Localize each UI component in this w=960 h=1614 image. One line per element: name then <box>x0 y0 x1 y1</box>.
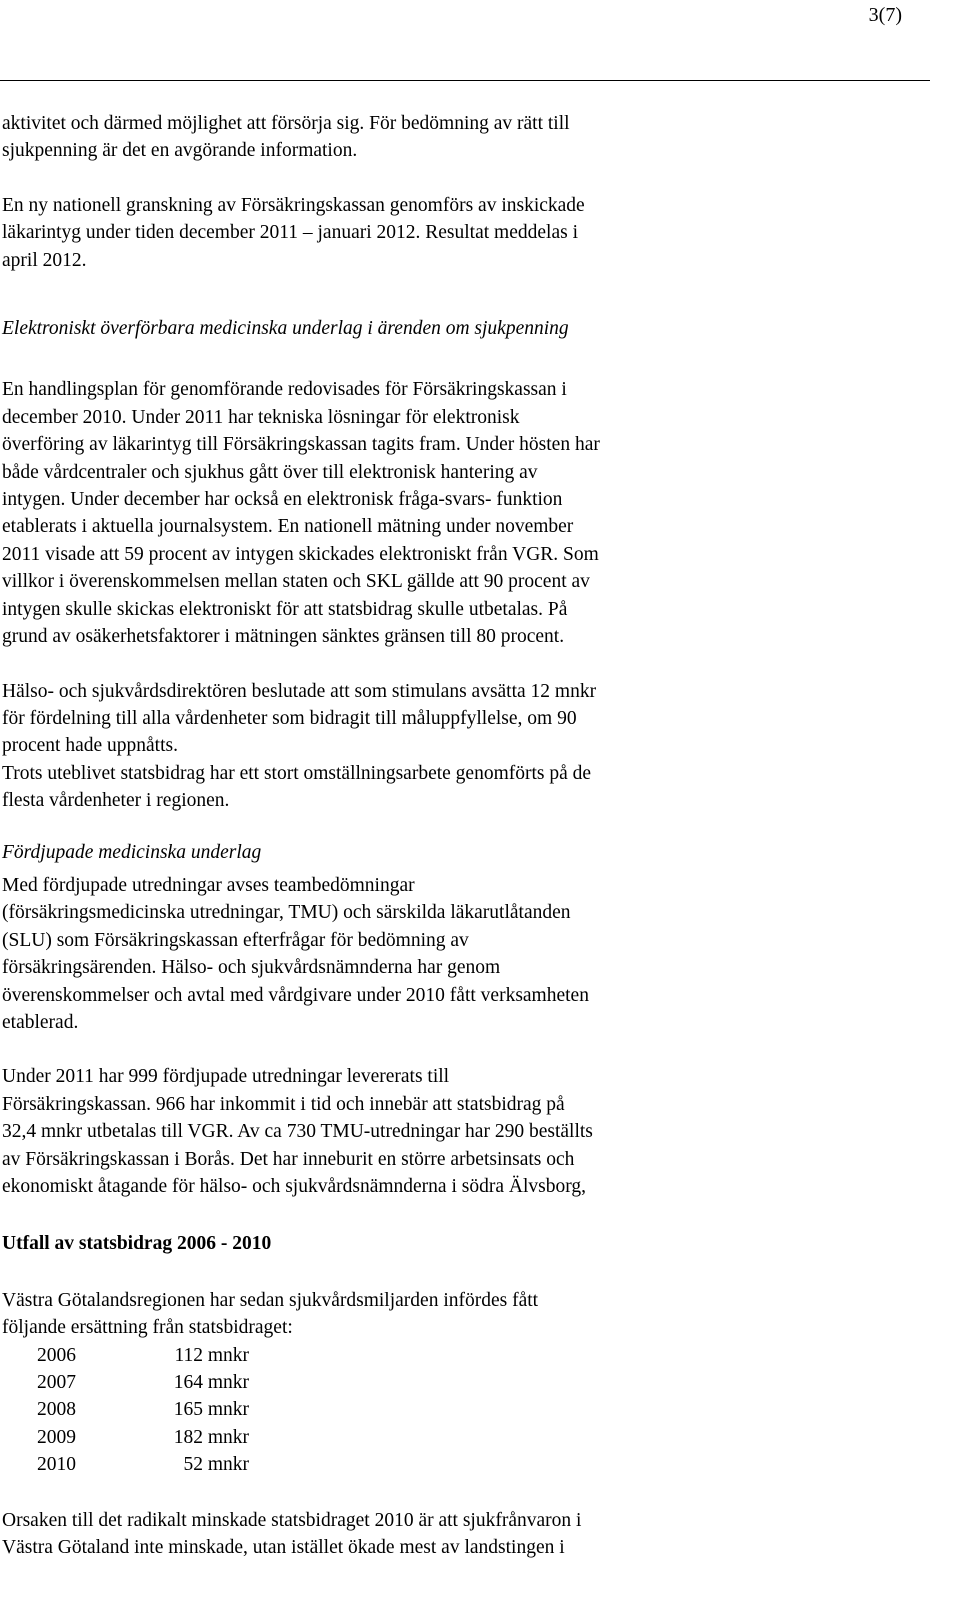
table-row <box>37 1342 285 1369</box>
text-line: december 2010. Under 2011 har tekniska lösningar för elektronisk <box>2 406 520 428</box>
intro-paragraph <box>2 110 930 165</box>
amount-unit: mnkr <box>207 1344 250 1366</box>
year-cell: 2009 <box>37 1426 76 1448</box>
deepened-paragraph <box>2 872 930 1036</box>
amount-value: 52 <box>183 1454 203 1476</box>
amount-value: 164 <box>173 1372 203 1394</box>
section-heading-electronic: Elektroniskt överförbara medicinska underlag i ärenden om sjukpenning <box>2 318 569 340</box>
amount-value: 112 <box>174 1344 203 1366</box>
year-cell: 2006 <box>37 1344 76 1366</box>
text-line: Under 2011 har 999 fördjupade utredningar levererats till <box>2 1066 450 1088</box>
amount-unit: mnkr <box>207 1426 250 1448</box>
text-line: intygen. Under december har också en elektronisk fråga-svars- funktion <box>2 489 563 511</box>
text-line: etablerats i aktuella journalsystem. En nationell mätning under november <box>2 516 574 538</box>
page-number: 3(7) <box>868 4 902 26</box>
year-cell: 2007 <box>37 1372 76 1394</box>
amount-unit: mnkr <box>207 1454 250 1476</box>
text-line: etablerad. <box>2 1011 79 1033</box>
table-row <box>37 1451 285 1478</box>
text-line: En handlingsplan för genomförande redovisades för Försäkringskassan i <box>2 379 567 401</box>
year-cell: 2008 <box>37 1399 76 1421</box>
text-line: april 2012. <box>2 249 87 271</box>
electronic-paragraph <box>2 376 930 650</box>
text-line: 2011 visade att 59 procent av intygen skickades elektroniskt från VGR. Som <box>2 543 599 565</box>
closing-paragraph <box>2 1507 930 1562</box>
text-line: Trots uteblivet statsbidrag har ett stort omställningsarbete genomförts på de <box>2 762 592 784</box>
text-line: Västra Götaland inte minskade, utan istället ökade mest av landstingen i <box>2 1537 565 1559</box>
text-line: procent hade uppnåtts. <box>2 735 178 757</box>
text-line: följande ersättning från statsbidraget: <box>2 1317 293 1339</box>
table-row <box>37 1369 285 1396</box>
amount-unit: mnkr <box>207 1372 250 1394</box>
amount-cell <box>165 1396 285 1423</box>
text-line: intygen skulle skickas elektroniskt för att statsbidrag skulle utbetalas. På <box>2 598 568 620</box>
text-line: läkarintyg under tiden december 2011 – januari 2012. Resultat meddelas i <box>2 222 578 244</box>
amount-cell <box>165 1451 285 1478</box>
text-line: (försäkringsmedicinska utredningar, TMU) och särskilda läkarutlåtanden <box>2 902 571 924</box>
text-line: överenskommelser och avtal med vårdgivare under 2010 fått verksamheten <box>2 984 589 1006</box>
text-line: En ny nationell granskning av Försäkringskassan genomförs av inskickade <box>2 194 585 216</box>
amount-cell <box>165 1342 285 1369</box>
review-paragraph <box>2 192 930 274</box>
text-line: överföring av läkarintyg till Försäkringskassan tagits fram. Under hösten har <box>2 434 600 456</box>
table-row <box>37 1396 285 1423</box>
deliveries-paragraph <box>2 1063 930 1200</box>
text-line: Orsaken till det radikalt minskade statsbidraget 2010 är att sjukfrånvaron i <box>2 1509 582 1531</box>
year-cell: 2010 <box>37 1454 76 1476</box>
amount-unit: mnkr <box>207 1399 250 1421</box>
section-heading-deepened: Fördjupade medicinska underlag <box>2 841 262 863</box>
text-line: för fördelning till alla vårdenheter som bidragit till måluppfyllelse, om 90 <box>2 707 577 729</box>
text-line: sjukpenning är det en avgörande information. <box>2 140 358 162</box>
outcome-intro <box>2 1287 930 1342</box>
amount-cell <box>165 1369 285 1396</box>
stimulus-paragraph <box>2 678 930 815</box>
text-line: 32,4 mnkr utbetalas till VGR. Av ca 730 TMU-utredningar har 290 beställts <box>2 1121 593 1143</box>
text-line: Hälso- och sjukvårdsdirektören beslutade att som stimulans avsätta 12 mnkr <box>2 680 597 702</box>
amount-value: 165 <box>173 1399 203 1421</box>
table-row <box>37 1424 285 1451</box>
text-line: av Försäkringskassan i Borås. Det har inneburit en större arbetsinsats och <box>2 1148 575 1170</box>
text-line: Med fördjupade utredningar avses teambedömningar <box>2 874 415 896</box>
text-line: ekonomiskt åtagande för hälso- och sjukvårdsnämnderna i södra Älvsborg, <box>2 1176 586 1197</box>
text-line: (SLU) som Försäkringskassan efterfrågar för bedömning av <box>2 929 469 951</box>
text-line: Västra Götalandsregionen har sedan sjukvårdsmiljarden infördes fått <box>2 1289 539 1311</box>
grant-table <box>37 1342 285 1479</box>
text-line: grund av osäkerhetsfaktorer i mätningen sänktes gränsen till 80 procent. <box>2 626 565 648</box>
amount-value: 182 <box>173 1426 203 1448</box>
text-line: flesta vårdenheter i regionen. <box>2 790 230 812</box>
text-line: villkor i överenskommelsen mellan staten och SKL gällde att 90 procent av <box>2 571 590 593</box>
text-line: både vårdcentraler och sjukhus gått över till elektronisk hantering av <box>2 461 538 483</box>
text-line: aktivitet och därmed möjlighet att försörja sig. För bedömning av rätt till <box>2 113 570 134</box>
document-body <box>2 110 930 1561</box>
amount-cell <box>165 1424 285 1451</box>
text-line: Försäkringskassan. 966 har inkommit i tid och innebär att statsbidrag på <box>2 1093 565 1115</box>
section-heading-outcome: Utfall av statsbidrag 2006 - 2010 <box>2 1233 272 1255</box>
header-rule <box>0 80 930 81</box>
text-line: försäkringsärenden. Hälso- och sjukvårdsnämnderna har genom <box>2 957 501 979</box>
